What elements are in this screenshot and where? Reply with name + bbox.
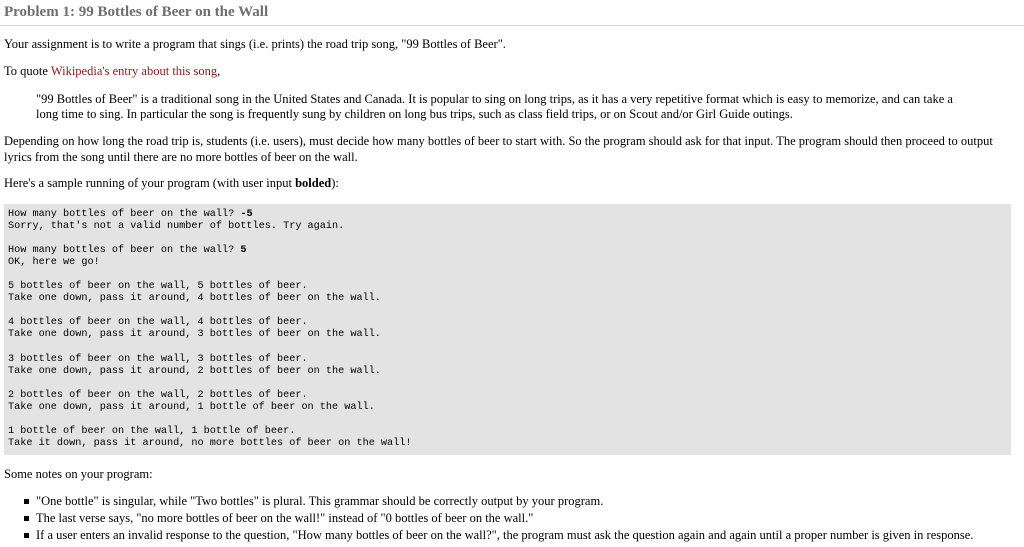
note-text: The last verse says, "no more bottles of beer on the wall!" instead of "0 bottles of beer on the wall." bbox=[36, 511, 534, 525]
code-line bbox=[8, 209, 253, 221]
quote-intro-after: , bbox=[217, 64, 221, 78]
bullet-icon bbox=[24, 533, 29, 538]
code-line: Take one down, pass it around, 2 bottles of beer on the wall. bbox=[8, 366, 381, 377]
code-line: OK, here we go! bbox=[8, 257, 100, 268]
bullet-icon bbox=[24, 516, 29, 521]
description-text: Depending on how long the road trip is, students (i.e. users), must decide how many bottles of beer to start with. So the program should ask for that input. The program should then proceed to output lyrics from the song until there are no more bottles of beer on the wall. bbox=[4, 134, 993, 164]
code-line: Take one down, pass it around, 1 bottle of beer on the wall. bbox=[8, 402, 375, 413]
code-prompt: How many bottles of beer on the wall? bbox=[8, 209, 241, 220]
quote-intro-before: To quote bbox=[4, 64, 51, 78]
sample-intro-before: Here's a sample running of your program (with user input bbox=[4, 176, 296, 190]
assignment-text: Your assignment is to write a program that sings (i.e. prints) the road trip song, "99 Bottles of Beer". bbox=[4, 37, 506, 51]
code-prompt: How many bottles of beer on the wall? bbox=[8, 245, 241, 256]
page-title: Problem 1: 99 Bottles of Beer on the Wall bbox=[4, 4, 269, 20]
sample-intro bbox=[4, 176, 339, 191]
user-input: 5 bbox=[240, 245, 247, 256]
note-text: If a user enters an invalid response to the question, "How many bottles of beer on the wall?", the program must ask the question again and again until a proper number is given in response. bbox=[36, 528, 974, 542]
blockquote: "99 Bottles of Beer" is a traditional song in the United States and Canada. It is popular to sing on long trips, as it has a very repetitive format which is easy to memorize, and can take a long time to sing. In particular the song is frequently sung by children on long bus trips, such as class field trips, or on Scout and/or Girl Guide outings. bbox=[36, 92, 953, 121]
title-divider bbox=[0, 25, 1024, 26]
code-line: 1 bottle of beer on the wall, 1 bottle of beer. bbox=[8, 426, 296, 437]
code-line bbox=[8, 245, 246, 257]
code-line: Take one down, pass it around, 4 bottles of beer on the wall. bbox=[8, 293, 381, 304]
wikipedia-link[interactable]: Wikipedia's entry about this song bbox=[50, 64, 218, 78]
list-item bbox=[4, 527, 1020, 544]
sample-intro-after: ): bbox=[331, 176, 339, 190]
code-line: 3 bottles of beer on the wall, 3 bottles of beer. bbox=[8, 354, 308, 365]
code-line: Take it down, pass it around, no more bottles of beer on the wall! bbox=[8, 438, 412, 449]
note-text: "One bottle" is singular, while "Two bottles" is plural. This grammar should be correctly output by your program. bbox=[36, 494, 604, 508]
code-line: Take one down, pass it around, 3 bottles of beer on the wall. bbox=[8, 329, 381, 340]
bullet-icon bbox=[24, 499, 29, 504]
notes-list bbox=[4, 493, 1020, 544]
sample-intro-bold: bolded bbox=[295, 176, 332, 190]
code-line: 4 bottles of beer on the wall, 4 bottles of beer. bbox=[8, 317, 308, 328]
code-line: 5 bottles of beer on the wall, 5 bottles of beer. bbox=[8, 281, 308, 292]
notes-intro: Some notes on your program: bbox=[4, 467, 153, 481]
quote-intro bbox=[4, 64, 220, 79]
code-line: Sorry, that's not a valid number of bottles. Try again. bbox=[8, 221, 345, 232]
code-line: 2 bottles of beer on the wall, 2 bottles of beer. bbox=[8, 390, 308, 401]
sample-output-block bbox=[4, 204, 1011, 455]
list-item bbox=[4, 493, 1020, 510]
list-item bbox=[4, 510, 1020, 527]
user-input: -5 bbox=[240, 209, 253, 220]
